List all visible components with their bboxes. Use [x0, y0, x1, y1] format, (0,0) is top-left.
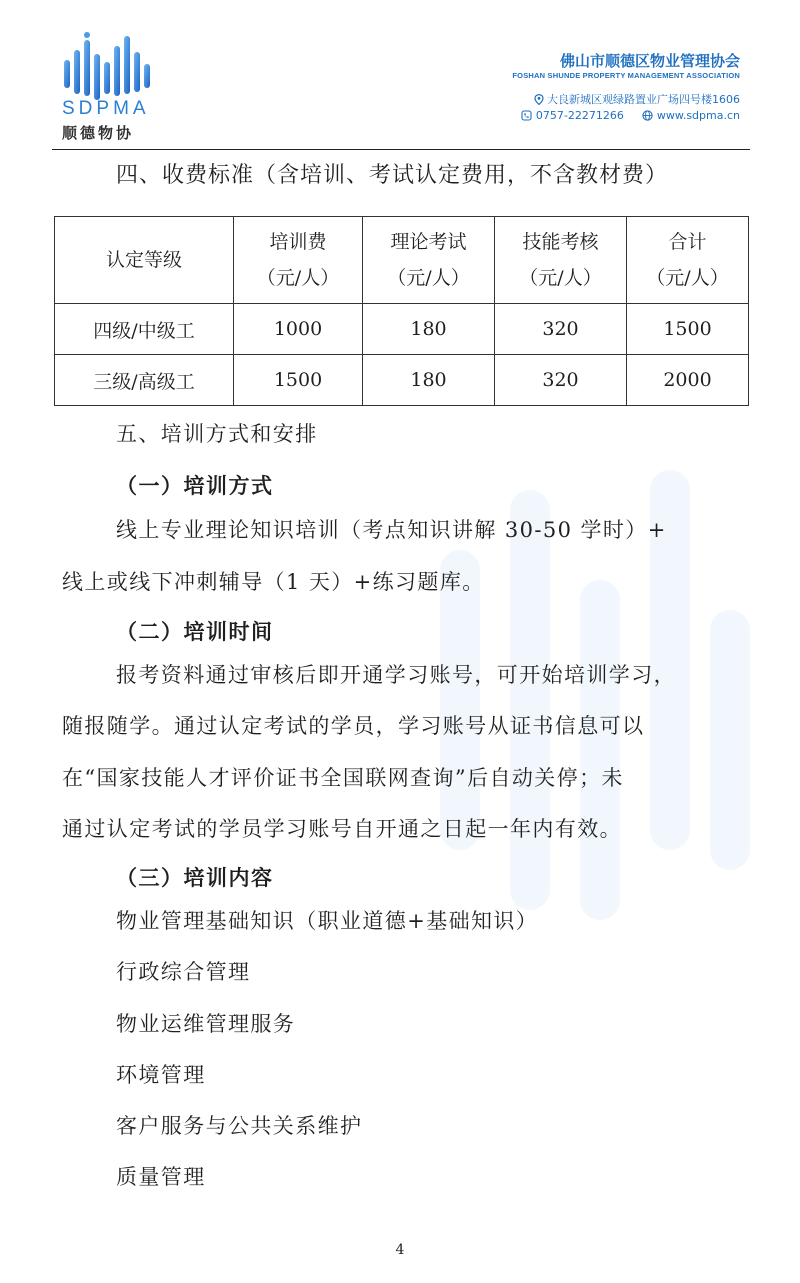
- section-4-title: 四、收费标准（含培训、考试认定费用，不含教材费）: [116, 163, 669, 188]
- header-divider: [52, 149, 750, 150]
- subsection-training-time-heading: （二）培训时间: [116, 619, 274, 644]
- paragraph-line: 线上或线下冲刺辅导（1 天）+练习题库。: [62, 570, 485, 594]
- table-cell: 180: [363, 355, 495, 406]
- list-item: 物业运维管理服务: [116, 1012, 296, 1036]
- phone-text: 0757-22271266: [535, 109, 624, 122]
- table-cell: 1500: [627, 304, 749, 355]
- section-5-title: 五、培训方式和安排: [116, 422, 318, 446]
- paragraph-line: 在“国家技能人才评价证书全国联网查询”后自动关停；未: [62, 766, 624, 790]
- header-cell-skill-assessment: 技能考核 （元/人）: [495, 217, 627, 304]
- association-name-en: FOSHAN SHUNDE PROPERTY MANAGEMENT ASSOCIATION: [512, 71, 740, 80]
- list-item: 物业管理基础知识（职业道德+基础知识）: [116, 909, 539, 933]
- paragraph-line: 通过认定考试的学员学习账号自开通之日起一年内有效。: [62, 817, 622, 841]
- fee-table: [54, 216, 749, 406]
- address-line: [534, 91, 740, 107]
- logo-wordmark: SDPMA: [62, 98, 150, 119]
- letterhead: [0, 0, 800, 150]
- table-row: [55, 355, 749, 406]
- table-cell: 180: [363, 304, 495, 355]
- table-cell: 320: [495, 355, 627, 406]
- address-text: 大良新城区观绿路置业广场四号楼1606: [547, 93, 740, 106]
- list-item: 环境管理: [116, 1063, 206, 1087]
- subsection-training-method-heading: （一）培训方式: [116, 473, 274, 498]
- table-cell: 1500: [234, 355, 363, 406]
- header-cell-training-fee: 培训费 （元/人）: [234, 217, 363, 304]
- header-cell-total: 合计 （元/人）: [627, 217, 749, 304]
- table-cell: 320: [495, 304, 627, 355]
- paragraph-line: 随报随学。通过认定考试的学员，学习账号从证书信息可以: [62, 714, 645, 738]
- subsection-training-content-heading: （三）培训内容: [116, 865, 274, 890]
- table-cell: 2000: [627, 355, 749, 406]
- table-cell: 三级/高级工: [55, 355, 234, 406]
- list-item: 客户服务与公共关系维护: [116, 1114, 363, 1138]
- globe-icon: [642, 110, 653, 121]
- website-link[interactable]: www.sdpma.cn: [656, 109, 740, 122]
- list-item: 行政综合管理: [116, 960, 251, 984]
- header-cell-theory-exam: 理论考试 （元/人）: [363, 217, 495, 304]
- header-cell-level: 认定等级: [55, 217, 234, 304]
- sdpma-logo-icon: [62, 32, 154, 102]
- association-name-cn: 佛山市顺德区物业管理协会: [559, 52, 740, 70]
- location-pin-icon: [534, 94, 544, 105]
- logo-chinese-name: 顺德物协: [62, 124, 135, 142]
- paragraph-line: 报考资料通过审核后即开通学习账号，可开始培训学习，: [116, 663, 676, 687]
- page-number: 4: [395, 1242, 405, 1258]
- paragraph-line: 线上专业理论知识培训（考点知识讲解 30-50 学时）+: [116, 518, 667, 542]
- table-cell: 1000: [234, 304, 363, 355]
- list-item: 质量管理: [116, 1165, 206, 1189]
- table-row: [55, 304, 749, 355]
- contact-line: [521, 109, 740, 122]
- fee-table-header-row: [55, 217, 749, 304]
- phone-icon: [521, 110, 532, 121]
- table-cell: 四级/中级工: [55, 304, 234, 355]
